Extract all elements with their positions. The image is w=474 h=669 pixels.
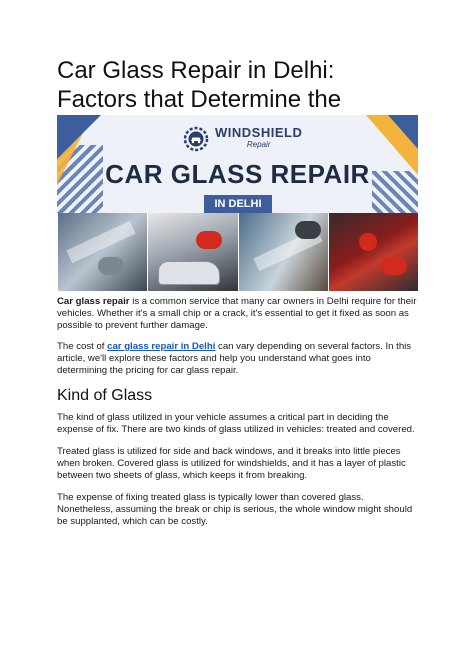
hand-shape (295, 221, 321, 239)
logo-wordmark: WINDSHIELD (215, 125, 303, 140)
intro-text: is a common service that many car owners in Delhi require for their vehicles. Whether it's a small chip or a crack, it's essential to get it fixed as soon as possible to prevent further damage. (57, 296, 417, 331)
intro-bold-term: Car glass repair (57, 296, 130, 307)
logo-subtitle: Repair (246, 140, 271, 149)
paragraph-expense: The expense of fixing treated glass is typically lower than covered glass. Nonetheless, assuming the break or chip is serious, the whole window might should be supplanted, which can be costly. (57, 492, 413, 527)
hand-shape (98, 257, 124, 275)
banner-headline: CAR GLASS REPAIR (105, 159, 370, 189)
cost-text-rest: can vary depending on several factors. In this article, we'll explore these factors and help you understand what goes into determining the pricing for car glass repair. (57, 341, 412, 376)
photo-windshield-tool (57, 213, 147, 291)
car-shape (158, 261, 220, 285)
red-glove-shape (381, 257, 407, 275)
photo-window-replacement (328, 213, 418, 291)
banner-triangle-right-blue (388, 115, 418, 149)
photo-glass-install (238, 213, 328, 291)
page-title: Car Glass Repair in Delhi: Factors that Determine the (57, 57, 342, 113)
banner-logo (183, 123, 323, 155)
red-glove-shape (359, 233, 377, 251)
red-glove-shape (196, 231, 222, 249)
paragraph-glass-kinds: The kind of glass utilized in your vehicle assumes a critical part in deciding the expense of fix. There are two kinds of glass utilized in vehicles: treated and covered. (57, 412, 415, 435)
cost-text-start: The cost of (57, 341, 108, 352)
banner-photo-strip (57, 213, 418, 291)
paragraph-intro (57, 296, 419, 332)
paragraph-treated-covered: Treated glass is utilized for side and back windows, and it breaks into little pieces when broken. Covered glass is utilized for windshields, and it has a layer of plastic between two sheets of glass, which keeps it from breaking. (57, 446, 406, 481)
photo-car-front (147, 213, 237, 291)
banner-triangle-left-blue (57, 115, 101, 159)
banner-location-badge: IN DELHI (204, 195, 272, 214)
car-gear-icon (183, 126, 209, 152)
paragraph-cost (57, 341, 419, 377)
banner-image (57, 115, 418, 291)
car-glass-repair-link[interactable]: car glass repair in Delhi (107, 341, 216, 352)
glass-reflection (66, 221, 135, 263)
section-heading-kind-of-glass: Kind of Glass (57, 387, 153, 404)
